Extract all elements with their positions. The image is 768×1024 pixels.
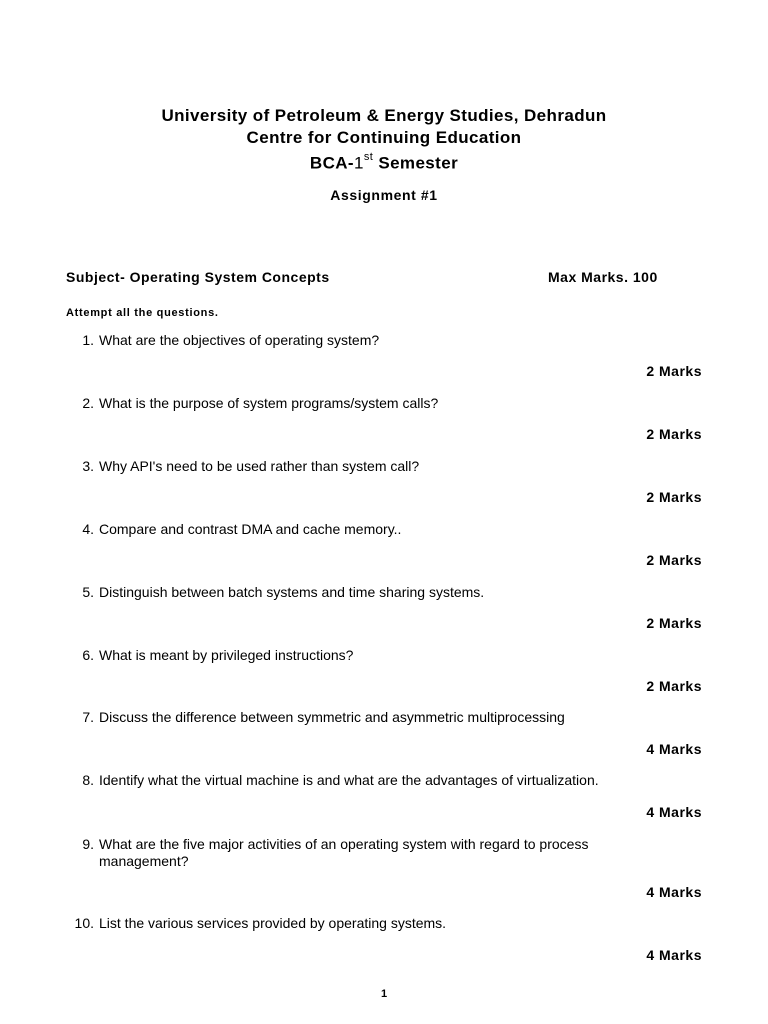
instructions: Attempt all the questions. [66, 307, 219, 319]
question-item [66, 521, 659, 538]
question-item [66, 395, 659, 412]
course-title [0, 153, 768, 174]
question-item [66, 458, 659, 475]
question-number: 7. [82, 709, 94, 725]
question-text: List the various services provided by operating systems. [99, 915, 447, 931]
question-marks: 2 Marks [646, 615, 702, 631]
question-text: Compare and contrast DMA and cache memory.. [99, 521, 402, 537]
question-number: 1. [82, 332, 94, 348]
question-text: Distinguish between batch systems and time sharing systems. [99, 584, 485, 600]
course-superscript: st [363, 151, 374, 163]
question-marks: 4 Marks [646, 741, 702, 757]
question-text: What is meant by privileged instructions? [99, 647, 354, 663]
question-item [66, 772, 659, 789]
question-item [66, 647, 659, 664]
question-number: 10. [74, 915, 94, 931]
question-item [66, 584, 659, 601]
question-item [66, 836, 589, 870]
question-number: 5. [82, 584, 94, 600]
question-marks: 4 Marks [646, 804, 702, 820]
question-marks: 4 Marks [646, 884, 702, 900]
question-number: 8. [82, 772, 94, 788]
question-marks: 2 Marks [646, 426, 702, 442]
assignment-title: Assignment #1 [330, 187, 438, 203]
question-marks: 2 Marks [646, 552, 702, 568]
question-marks: 4 Marks [646, 947, 702, 963]
question-item [66, 915, 659, 932]
course-suffix: Semester [373, 153, 459, 173]
question-text: Why API's need to be used rather than system call? [99, 458, 420, 474]
question-text: Discuss the difference between symmetric and asymmetric multiprocessing [99, 709, 565, 725]
centre-title: Centre for Continuing Education [246, 128, 522, 147]
university-title: University of Petroleum & Energy Studies, Dehradun [161, 106, 607, 125]
question-number: 6. [82, 647, 94, 663]
question-number: 2. [82, 395, 94, 411]
question-number: 9. [82, 836, 94, 852]
question-marks: 2 Marks [646, 489, 702, 505]
question-text: What are the objectives of operating system? [99, 332, 380, 348]
question-marks: 2 Marks [646, 678, 702, 694]
max-marks: Max Marks. 100 [548, 269, 658, 285]
question-text: Identify what the virtual machine is and what are the advantages of virtualization. [99, 772, 599, 788]
question-number: 3. [82, 458, 94, 474]
question-number: 4. [82, 521, 94, 537]
question-text: What are the five major activities of an operating system with regard to process management? [99, 836, 589, 869]
question-item [66, 709, 659, 726]
course-number: 1 [354, 153, 364, 173]
subject-line: Subject- Operating System Concepts [66, 269, 330, 285]
page-number: 1 [380, 988, 388, 1000]
question-item [66, 332, 659, 349]
question-marks: 2 Marks [646, 363, 702, 379]
question-text: What is the purpose of system programs/system calls? [99, 395, 439, 411]
course-prefix: BCA- [309, 153, 354, 173]
